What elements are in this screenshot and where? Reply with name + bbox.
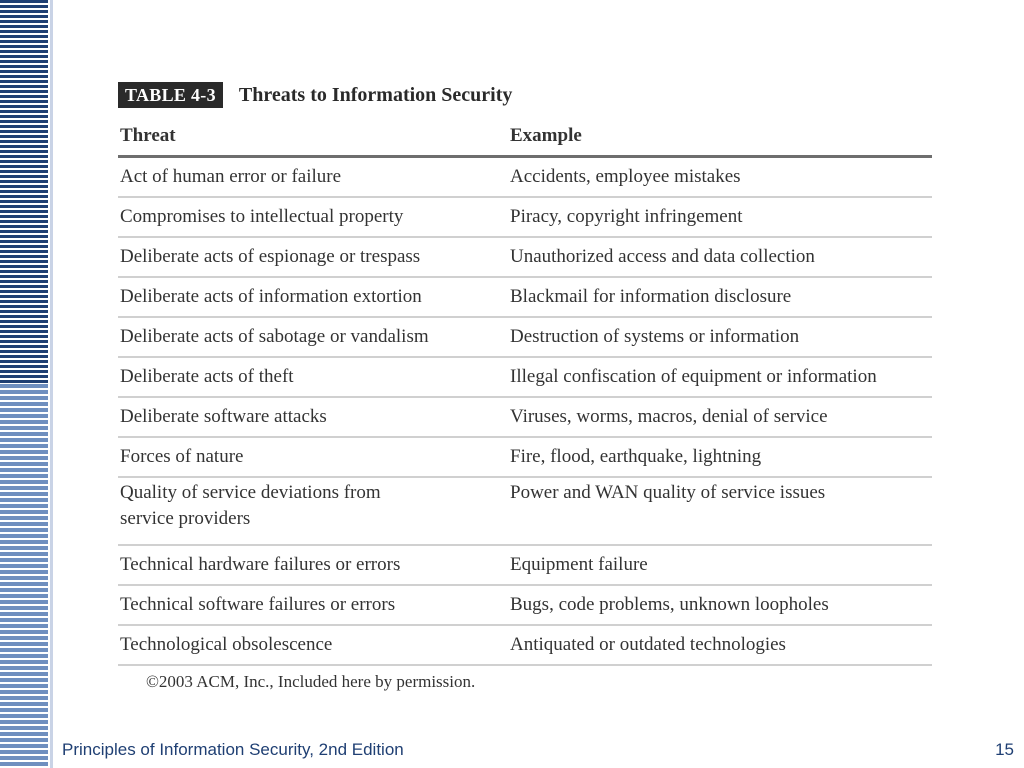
threat-cell: Compromises to intellectual property: [118, 197, 508, 237]
threat-cell: Deliberate software attacks: [118, 397, 508, 437]
table-row: [118, 545, 932, 585]
table-row: [118, 317, 932, 357]
example-cell: Power and WAN quality of service issues: [508, 477, 932, 545]
side-divider: [50, 0, 53, 768]
table-row: [118, 625, 932, 665]
threat-cell: Deliberate acts of information extortion: [118, 277, 508, 317]
example-cell: Destruction of systems or information: [508, 317, 932, 357]
threat-cell: Deliberate acts of espionage or trespass: [118, 237, 508, 277]
permission-note: ©2003 ACM, Inc., Included here by permission.: [146, 672, 476, 691]
threat-cell: Deliberate acts of sabotage or vandalism: [118, 317, 508, 357]
decorative-stripe-bar-lower: [0, 384, 48, 768]
example-cell: Fire, flood, earthquake, lightning: [508, 437, 932, 477]
example-cell: Accidents, employee mistakes: [508, 157, 932, 198]
threat-cell: Technological obsolescence: [118, 625, 508, 665]
example-cell: Illegal confiscation of equipment or information: [508, 357, 932, 397]
table-row: [118, 277, 932, 317]
threats-table-figure: [118, 80, 932, 692]
page-number: 15: [995, 740, 1014, 759]
table-row: [118, 477, 932, 545]
example-cell: Unauthorized access and data collection: [508, 237, 932, 277]
threat-cell: Act of human error or failure: [118, 157, 508, 198]
table-row: [118, 237, 932, 277]
example-cell: Blackmail for information disclosure: [508, 277, 932, 317]
example-cell: Viruses, worms, macros, denial of service: [508, 397, 932, 437]
threat-cell: Technical software failures or errors: [118, 585, 508, 625]
example-cell: Equipment failure: [508, 545, 932, 585]
table-row: [118, 397, 932, 437]
table-header-row: [118, 117, 932, 157]
table-caption: [118, 80, 932, 110]
table-number-tag: TABLE 4-3: [118, 82, 223, 108]
column-header-threat: Threat: [118, 117, 508, 157]
table-row: [118, 197, 932, 237]
column-header-example: Example: [508, 117, 932, 157]
example-cell: Antiquated or outdated technologies: [508, 625, 932, 665]
threat-cell: Quality of service deviations from service providers: [118, 477, 508, 545]
table-title: Threats to Information Security: [238, 83, 513, 106]
table-row: [118, 437, 932, 477]
table-row: [118, 357, 932, 397]
table-row: [118, 585, 932, 625]
threat-cell: Deliberate acts of theft: [118, 357, 508, 397]
example-cell: Piracy, copyright infringement: [508, 197, 932, 237]
threats-table: [118, 117, 932, 666]
footer-book-title: Principles of Information Security, 2nd Edition: [62, 740, 404, 759]
threat-cell: Forces of nature: [118, 437, 508, 477]
table-row: [118, 157, 932, 198]
threat-cell: Technical hardware failures or errors: [118, 545, 508, 585]
example-cell: Bugs, code problems, unknown loopholes: [508, 585, 932, 625]
